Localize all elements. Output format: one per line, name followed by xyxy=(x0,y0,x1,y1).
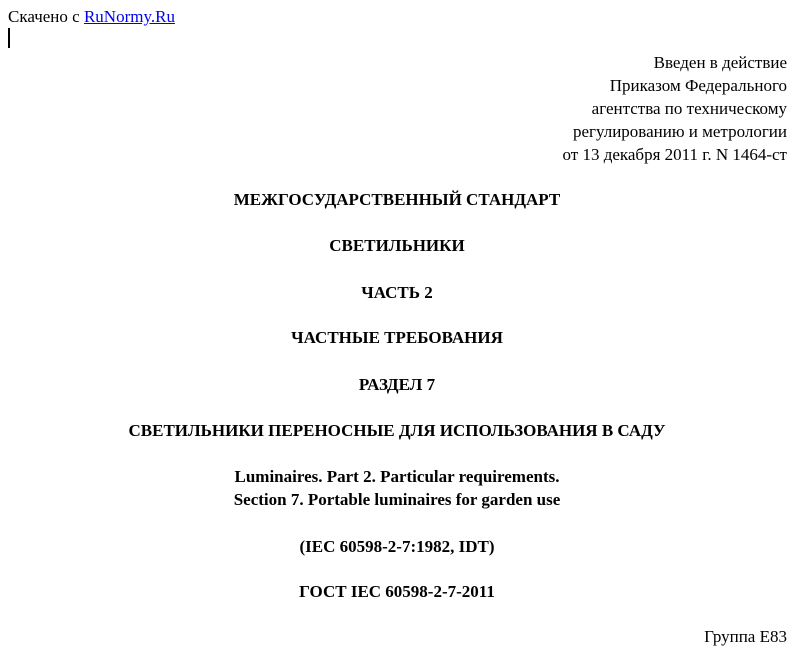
classification-group: Группа Е83 xyxy=(704,627,787,646)
part-heading: ЧАСТЬ 2 xyxy=(361,283,433,302)
standard-type-heading: МЕЖГОСУДАРСТВЕННЫЙ СТАНДАРТ xyxy=(233,190,561,209)
enactment-line: агентства по техническому xyxy=(591,99,787,118)
section-heading: РАЗДЕЛ 7 xyxy=(358,375,436,394)
enactment-line: от 13 декабря 2011 г. N 1464-ст xyxy=(562,145,787,164)
download-source-line xyxy=(8,5,175,28)
enactment-line: Приказом Федерального xyxy=(609,76,787,95)
download-prefix: Скачено с xyxy=(8,7,84,26)
iec-reference: (IEC 60598-2-7:1982, IDT) xyxy=(299,537,495,556)
english-title-line-1: Luminaires. Part 2. Particular requirements. xyxy=(234,467,560,486)
runormy-link[interactable]: RuNormy.Ru xyxy=(83,7,175,26)
section-title: СВЕТИЛЬНИКИ ПЕРЕНОСНЫЕ ДЛЯ ИСПОЛЬЗОВАНИЯ В САДУ xyxy=(128,421,666,440)
requirements-heading: ЧАСТНЫЕ ТРЕБОВАНИЯ xyxy=(291,328,503,347)
enactment-note xyxy=(562,51,787,166)
enactment-line: регулированию и метрологии xyxy=(572,122,787,141)
document-title: СВЕТИЛЬНИКИ xyxy=(329,236,465,255)
gost-designation: ГОСТ IEC 60598-2-7-2011 xyxy=(299,582,495,601)
english-title-line-2: Section 7. Portable luminaires for garden use xyxy=(233,490,561,509)
text-cursor xyxy=(8,28,10,48)
enactment-line: Введен в действие xyxy=(653,53,787,72)
